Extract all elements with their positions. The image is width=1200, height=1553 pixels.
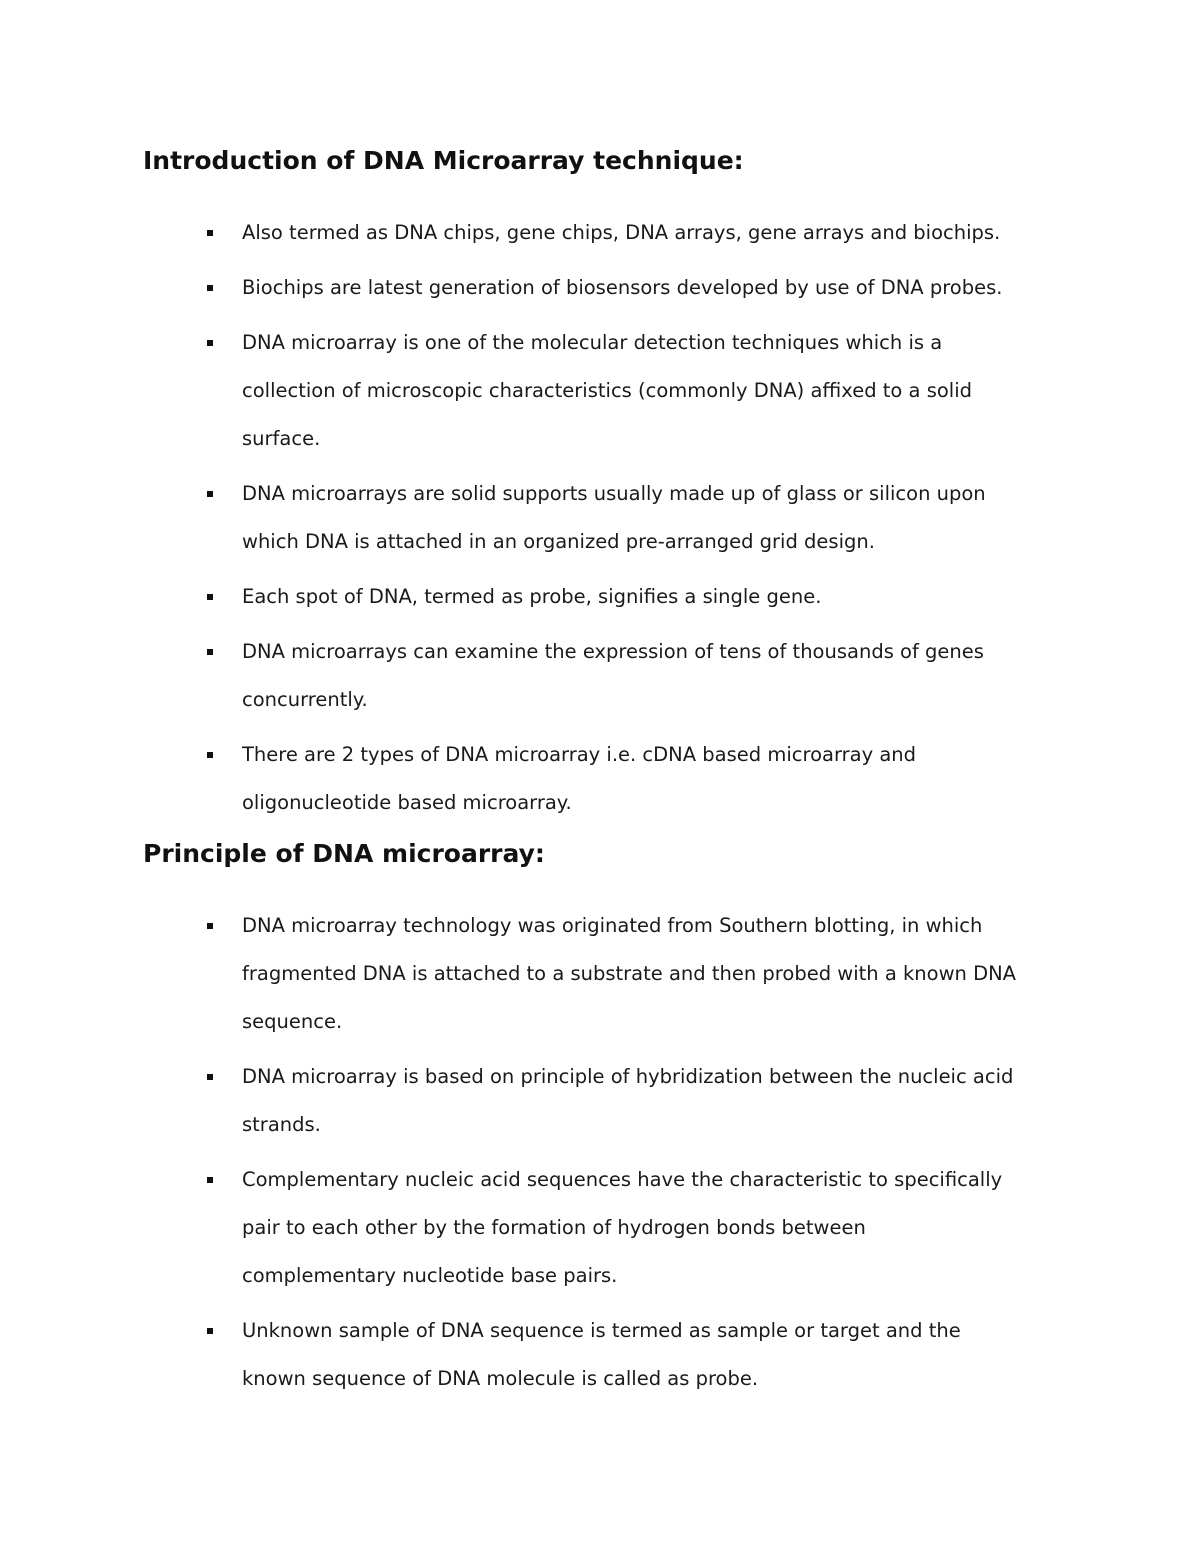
list-item-text-line: complementary nucleotide base pairs. — [242, 1264, 618, 1287]
square-bullet-icon — [207, 1177, 213, 1183]
square-bullet-icon — [207, 594, 213, 600]
list-item-text-line: pair to each other by the formation of hydrogen bonds between — [242, 1216, 866, 1239]
section-heading: Introduction of DNA Microarray technique: — [143, 146, 744, 175]
square-bullet-icon — [207, 1074, 213, 1080]
square-bullet-icon — [207, 923, 213, 929]
square-bullet-icon — [207, 1328, 213, 1334]
list-item-text-line: strands. — [242, 1113, 321, 1136]
list-item-text-line: collection of microscopic characteristics (commonly DNA) affixed to a solid — [242, 379, 973, 402]
list-item-text-line: DNA microarray technology was originated from Southern blotting, in which — [242, 914, 983, 937]
square-bullet-icon — [207, 752, 213, 758]
section-introduction — [143, 146, 1083, 827]
list-item-text-line: There are 2 types of DNA microarray i.e. cDNA based microarray and — [242, 743, 917, 766]
section-heading: Principle of DNA microarray: — [143, 839, 545, 868]
list-item-text-line: DNA microarray is one of the molecular detection techniques which is a — [242, 331, 943, 354]
square-bullet-icon — [207, 285, 213, 291]
list-item-text-line: Each spot of DNA, termed as probe, signifies a single gene. — [242, 585, 822, 608]
square-bullet-icon — [207, 230, 213, 236]
square-bullet-icon — [207, 649, 213, 655]
list-item — [143, 1156, 1083, 1300]
list-item-text-line: Biochips are latest generation of biosensors developed by use of DNA probes. — [242, 276, 1003, 299]
list-item-text-line: surface. — [242, 427, 321, 450]
list-item-text-line: concurrently. — [242, 688, 368, 711]
square-bullet-icon — [207, 340, 213, 346]
list-item — [143, 628, 1083, 724]
list-item-text-line: Complementary nucleic acid sequences have the characteristic to specifically — [242, 1168, 1003, 1191]
list-item — [143, 573, 1083, 621]
list-item-text-line: Also termed as DNA chips, gene chips, DNA arrays, gene arrays and biochips. — [242, 221, 1001, 244]
list-item — [143, 902, 1083, 1046]
bullet-list — [143, 209, 1083, 827]
list-item-text-line: Unknown sample of DNA sequence is termed as sample or target and the — [242, 1319, 961, 1342]
list-item-text-line: sequence. — [242, 1010, 343, 1033]
section-principle — [143, 839, 1083, 1403]
bullet-list — [143, 902, 1083, 1403]
list-item-text-line: oligonucleotide based microarray. — [242, 791, 572, 814]
list-item — [143, 731, 1083, 827]
list-item — [143, 319, 1083, 463]
list-item — [143, 1053, 1083, 1149]
list-item-text-line: DNA microarrays can examine the expression of tens of thousands of genes — [242, 640, 984, 663]
list-item — [143, 209, 1083, 257]
list-item — [143, 1307, 1083, 1403]
list-item-text-line: known sequence of DNA molecule is called as probe. — [242, 1367, 759, 1390]
list-item — [143, 470, 1083, 566]
list-item-text-line: which DNA is attached in an organized pre-arranged grid design. — [242, 530, 875, 553]
list-item-text-line: DNA microarrays are solid supports usually made up of glass or silicon upon — [242, 482, 986, 505]
list-item-text-line: DNA microarray is based on principle of hybridization between the nucleic acid — [242, 1065, 1014, 1088]
list-item-text-line: fragmented DNA is attached to a substrate and then probed with a known DNA — [242, 962, 1017, 985]
square-bullet-icon — [207, 491, 213, 497]
list-item — [143, 264, 1083, 312]
